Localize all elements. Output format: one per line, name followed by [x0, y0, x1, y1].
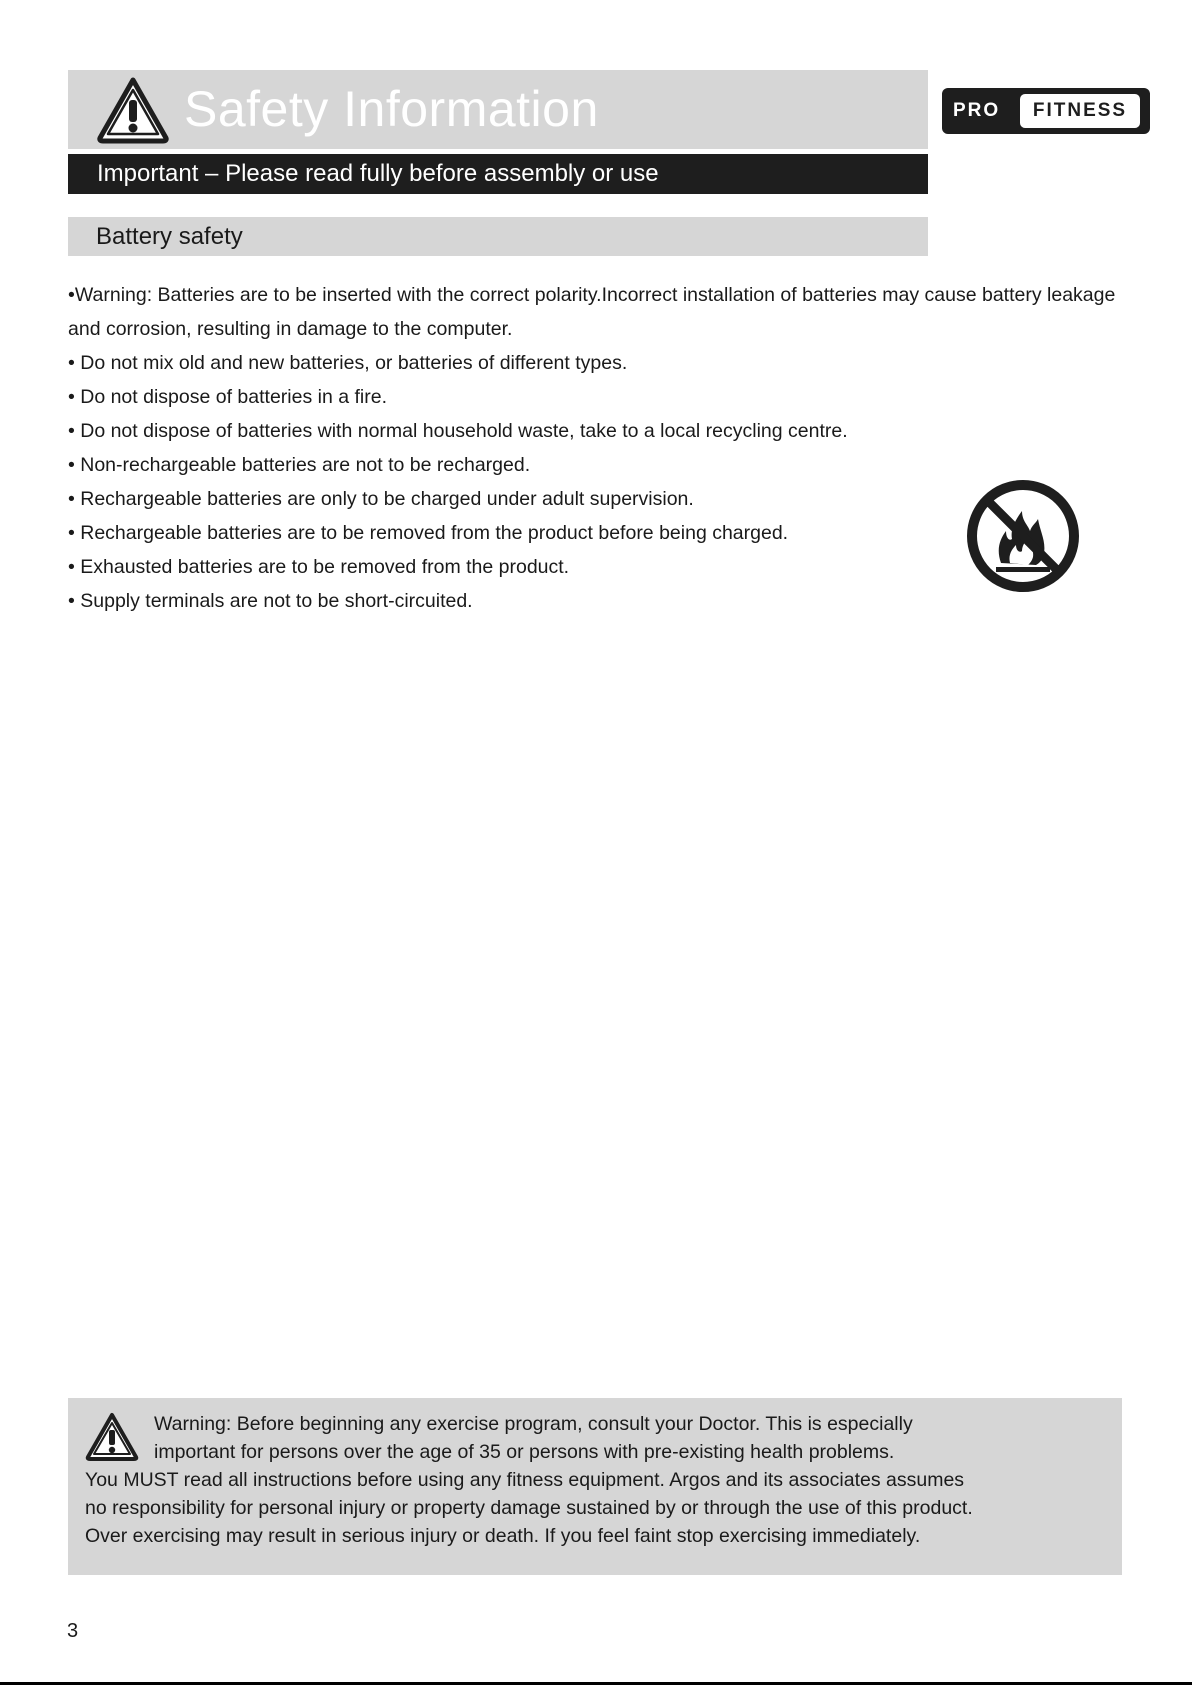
- logo-fitness-text: FITNESS: [1020, 94, 1140, 128]
- list-item: • Do not dispose of batteries with normal household waste, take to a local recycling centre.: [68, 420, 848, 442]
- warning-line: no responsibility for personal injury or property damage sustained by or through the use of this product.: [85, 1497, 973, 1519]
- warning-line: Over exercising may result in serious injury or death. If you feel faint stop exercising immediately.: [85, 1525, 921, 1547]
- important-notice-text: Important – Please read fully before assembly or use: [97, 160, 659, 187]
- warning-line: You MUST read all instructions before using any fitness equipment. Argos and its associates assumes: [85, 1469, 965, 1491]
- warning-triangle-icon: [96, 76, 170, 144]
- list-item: • Exhausted batteries are to be removed from the product.: [68, 556, 570, 578]
- warning-box: [68, 1398, 1122, 1575]
- list-item: • Supply terminals are not to be short-circuited.: [68, 590, 473, 612]
- page-title: Safety Information: [184, 81, 599, 137]
- title-bar: [68, 70, 928, 149]
- section-heading-bar: [68, 217, 928, 256]
- warning-triangle-icon: [85, 1412, 139, 1462]
- list-item: • Rechargeable batteries are to be removed from the product before being charged.: [68, 522, 789, 544]
- list-item: • Do not dispose of batteries in a fire.: [68, 386, 387, 408]
- brand-logo: [942, 88, 1150, 134]
- important-notice-bar: [68, 154, 928, 194]
- warning-line: important for persons over the age of 35 or persons with pre-existing health problems.: [154, 1441, 895, 1463]
- list-item: • Rechargeable batteries are only to be charged under adult supervision.: [68, 488, 694, 510]
- list-item: • Do not mix old and new batteries, or batteries of different types.: [68, 352, 628, 374]
- warning-line: Warning: Before beginning any exercise program, consult your Doctor. This is especially: [154, 1413, 913, 1435]
- page-number: 3: [67, 1620, 79, 1642]
- section-heading: Battery safety: [96, 223, 243, 250]
- no-fire-icon: [966, 479, 1080, 593]
- list-item: •Warning: Batteries are to be inserted with the correct polarity.Incorrect installation of batteries may cause battery leakage and corrosion, resulting in damage to the computer.: [68, 284, 1116, 340]
- logo-pro-text: PRO: [953, 100, 1001, 121]
- list-item: • Non-rechargeable batteries are not to be recharged.: [68, 454, 531, 476]
